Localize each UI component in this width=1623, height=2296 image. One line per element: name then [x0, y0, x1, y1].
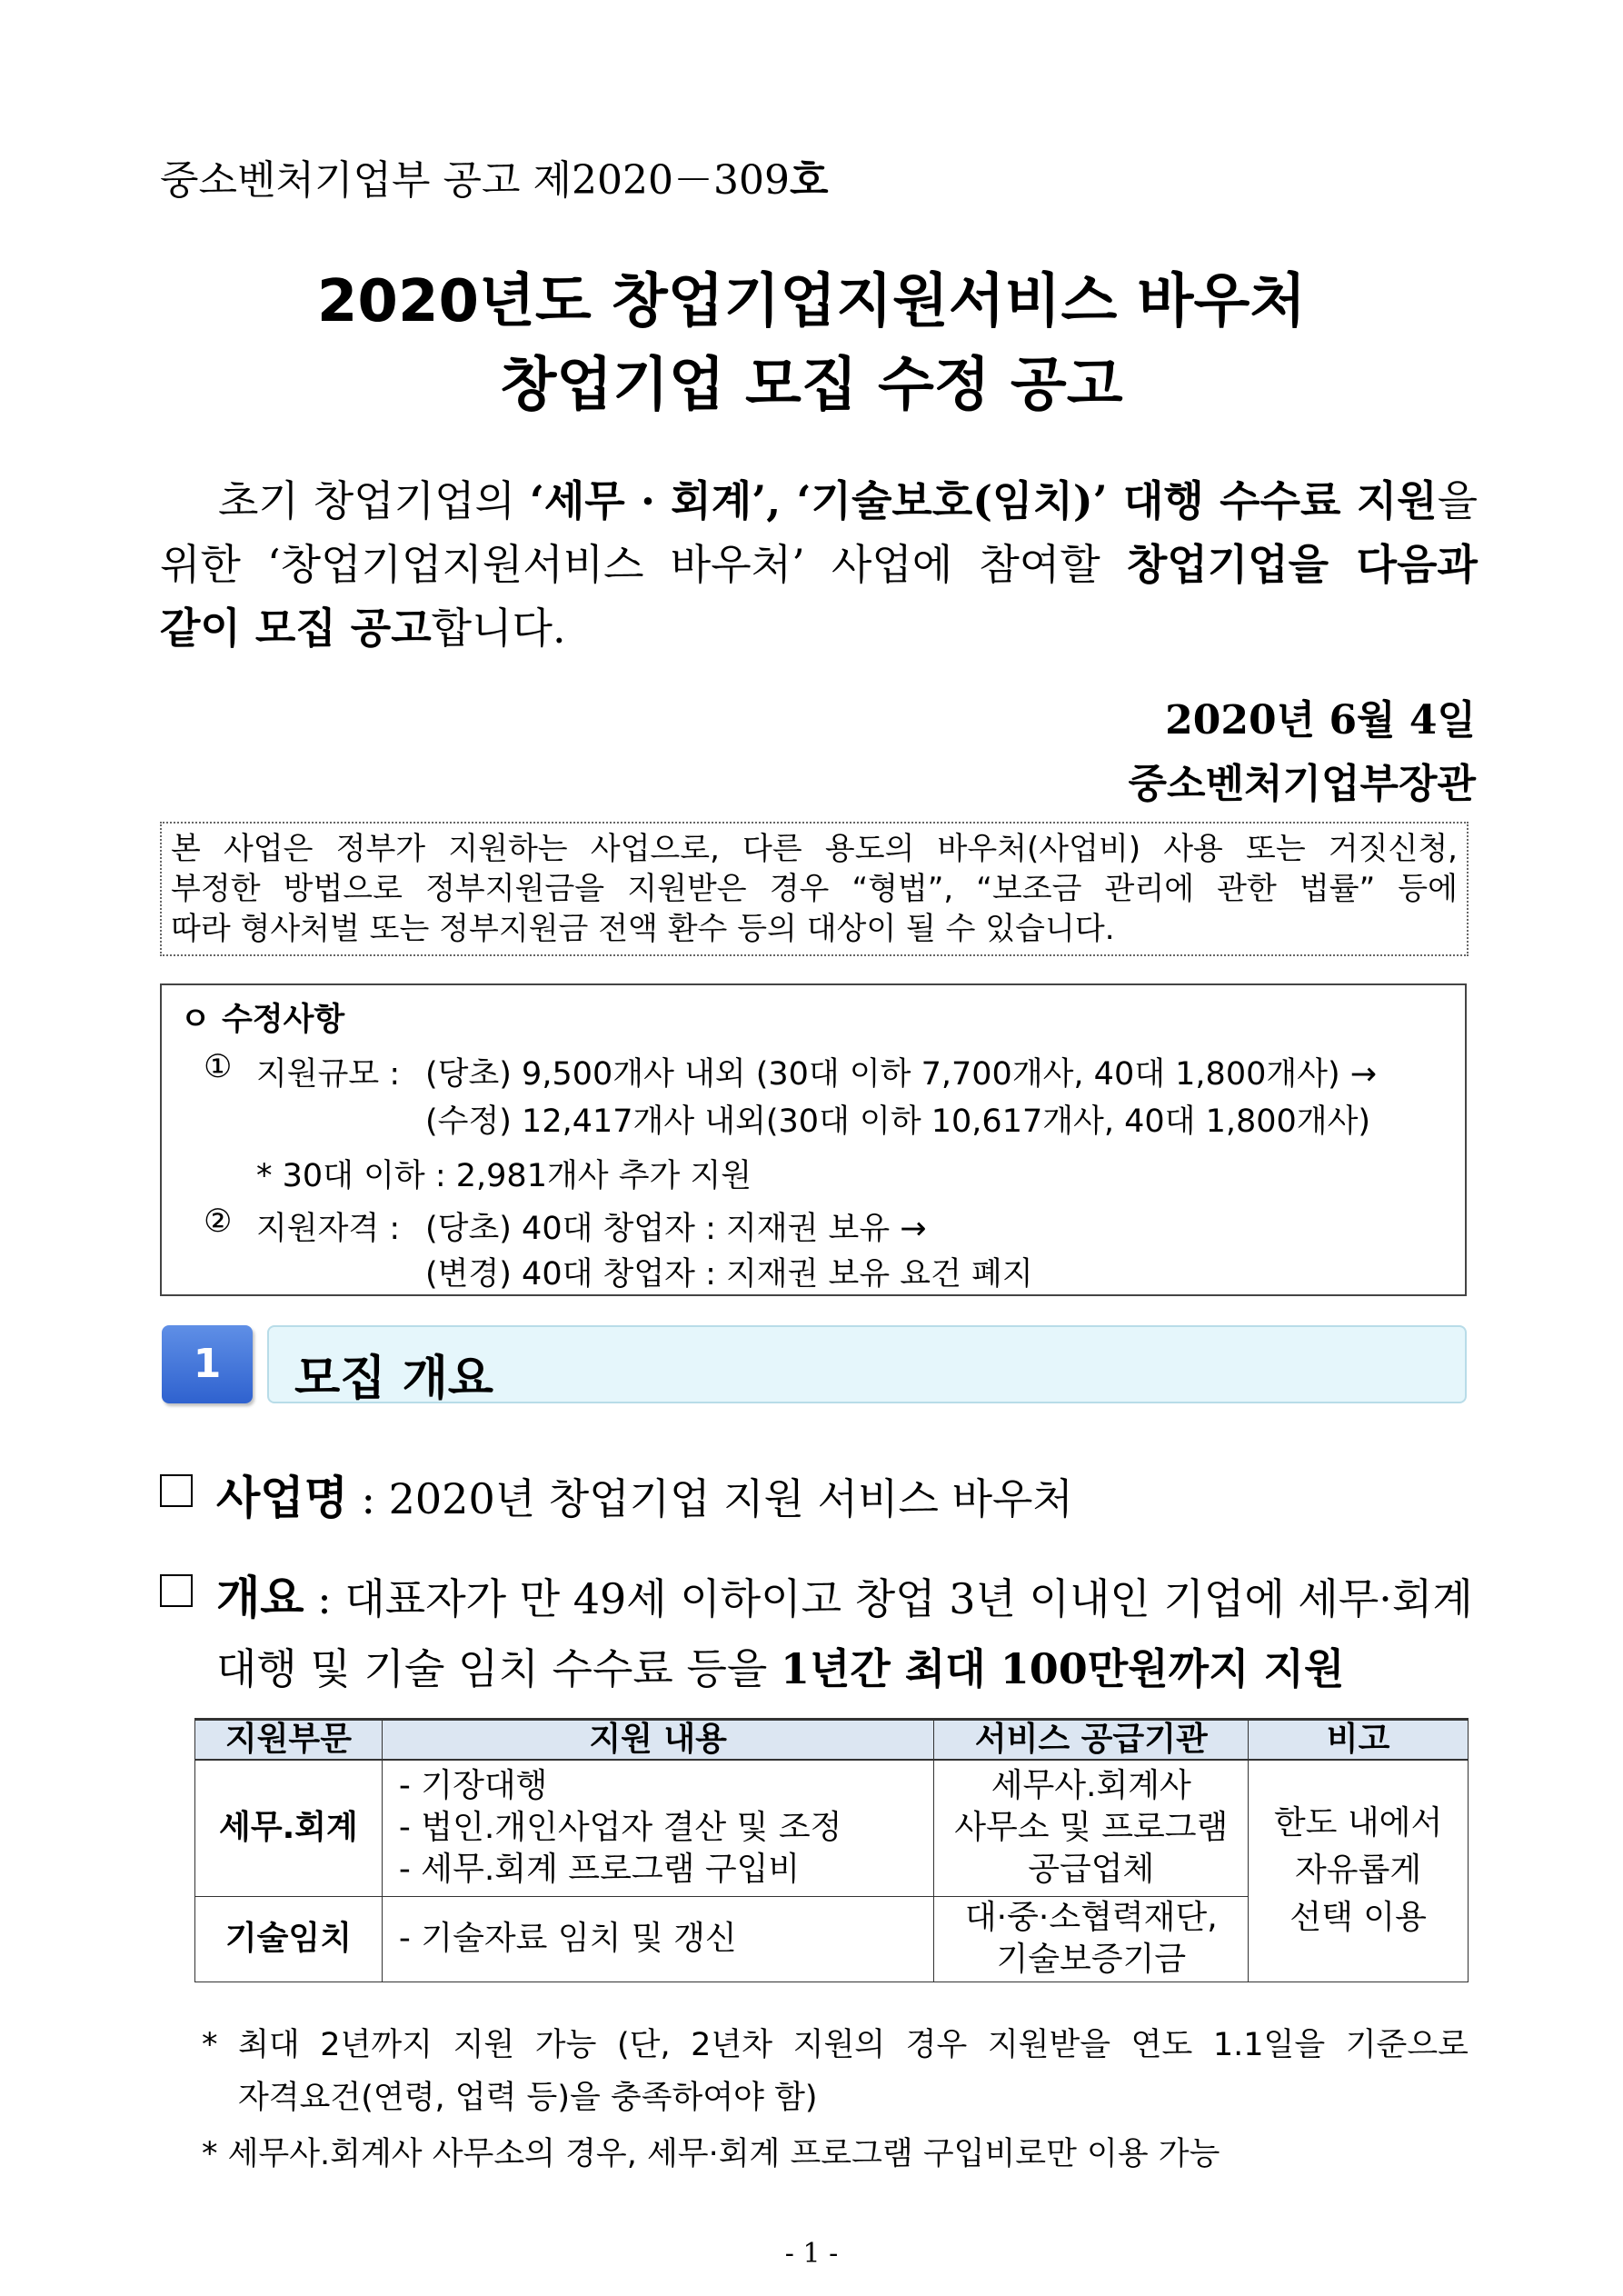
- doc-title-line1: 2020년도 창업기업지원서비스 바우처: [316, 268, 1307, 335]
- intro-line-1: [160, 468, 1478, 528]
- content-item: - 기술자료 임치 및 갱신: [398, 1920, 737, 1957]
- provider-line: 세무사.회계사: [991, 1767, 1191, 1805]
- footnote-1-line-1: * 최대 2년까지 지원 가능 (단, 2년차 지원의 경우 지원받을 연도 1.1일을 기준으로: [202, 2027, 1469, 2063]
- support-table: [194, 1718, 1469, 1982]
- content-item: - 세무.회계 프로그램 구입비: [398, 1851, 801, 1889]
- column-header: 지원 내용: [382, 1720, 934, 1761]
- warning-line: 부정한 방법으로 정부지원금을 지원받은 경우 “형법”, “보조금 관리에 관한 법률” 등에: [171, 871, 1458, 907]
- overview-text: 대행 및 기술 임치 수수료 등을: [216, 1644, 781, 1693]
- content-cell: [382, 1760, 934, 1896]
- provider-line: 기술보증기금: [996, 1941, 1187, 1978]
- intro-emphasis: 같이 모집 공고: [160, 604, 432, 653]
- warning-line: 따라 형사처벌 또는 정부지원금 전액 환수 등의 대상이 될 수 있습니다.: [171, 911, 1115, 947]
- item2-before: (당초) 40대 창업자 : 지재권 보유 →: [425, 1211, 927, 1247]
- content-item: - 법인.개인사업자 결산 및 조정: [398, 1809, 842, 1847]
- notice-date: 2020년 6월 4일: [1165, 697, 1476, 744]
- provider-cell: [934, 1760, 1249, 1896]
- provider-line: 사무소 및 프로그램: [954, 1809, 1229, 1847]
- content-cell: [382, 1896, 934, 1982]
- intro-text: 초기 창업기업의: [218, 476, 530, 525]
- column-header: 서비스 공급기관: [934, 1720, 1249, 1761]
- checkbox-icon: [160, 1474, 193, 1507]
- remark-line: 선택 이용: [1289, 1899, 1427, 1937]
- item1-before: (당초) 9,500개사 내외 (30대 이하 7,700개사, 40대 1,800개사) →: [425, 1056, 1378, 1093]
- doc-title-line2: 창업기업 모집 수정 공고: [500, 352, 1123, 419]
- notice-suffix: 호: [789, 157, 829, 204]
- checkbox-icon: [160, 1574, 193, 1607]
- business-label: 사업명: [216, 1472, 348, 1524]
- remark-line: 자유롭게: [1295, 1852, 1422, 1890]
- intro-emphasis: 창업기업을 다음과: [1126, 540, 1478, 589]
- item1-label: 지원규모 :: [256, 1056, 401, 1093]
- item1-note: * 30대 이하 : 2,981개사 추가 지원: [256, 1158, 752, 1194]
- column-header: 지원부문: [195, 1720, 383, 1761]
- category-cell: 기술임치: [195, 1896, 383, 1982]
- overview-label: 개요: [216, 1572, 304, 1624]
- provider-line: 대·중·소협력재단,: [964, 1899, 1218, 1936]
- notice-signer: 중소벤처기업부장관: [1128, 761, 1476, 807]
- footnote-2: * 세무사.회계사 사무소의 경우, 세무·회계 프로그램 구입비로만 이용 가능: [202, 2136, 1220, 2172]
- intro-text: 을: [1437, 476, 1479, 525]
- provider-cell: [934, 1896, 1249, 1982]
- intro-text: 위한 ‘창업기업지원서비스 바우처’ 사업에 참여할: [160, 540, 1127, 589]
- item2-label: 지원자격 :: [256, 1211, 401, 1247]
- intro-line-3: [160, 595, 1478, 655]
- section-title: 모집 개요: [294, 1352, 494, 1406]
- intro-text: 합니다.: [431, 604, 566, 653]
- warning-line: 본 사업은 정부가 지원하는 사업으로, 다른 용도의 바우처(사업비) 사용 또는 거짓신청,: [171, 831, 1458, 867]
- item2-after: (변경) 40대 창업자 : 지재권 보유 요건 폐지: [425, 1256, 1033, 1293]
- item1-after: (수정) 12,417개사 내외(30대 이하 10,617개사, 40대 1,800개사): [425, 1103, 1371, 1140]
- table-row: [195, 1760, 1469, 1896]
- notice-number: [160, 147, 829, 205]
- overview-text: : 대표자가 만 49세 이하이고 창업 3년 이내인 기업에 세무·회계: [304, 1574, 1473, 1623]
- notice-prefix: 중소벤처기업부 공고 제2020－309: [160, 157, 790, 204]
- overview-line-1: [216, 1562, 1473, 1627]
- warning-box: [160, 822, 1469, 956]
- item2-number: ②: [204, 1203, 233, 1240]
- provider-line: 공급업체: [1028, 1851, 1155, 1889]
- column-header: 비고: [1249, 1720, 1469, 1761]
- intro-line-2: [160, 532, 1478, 592]
- footnote-1-line-2: 자격요건(연령, 업력 등)을 충족하여야 함): [238, 2080, 818, 2116]
- overview-emphasis: 1년간 최대 100만원까지 지원: [780, 1644, 1345, 1693]
- intro-emphasis: ‘세무 · 회계’, ‘기술보호(임치)’ 대행 수수료 지원: [529, 476, 1438, 525]
- page-number: - 1 -: [784, 2238, 839, 2270]
- category-cell: 세무.회계: [195, 1760, 383, 1896]
- remark-cell: [1249, 1760, 1469, 1982]
- table-header-row: [195, 1720, 1469, 1761]
- content-item: - 기장대행: [398, 1767, 548, 1805]
- business-name-line: [216, 1462, 1073, 1527]
- section-number-badge: 1: [162, 1325, 253, 1403]
- item1-number: ①: [204, 1049, 233, 1085]
- remark-line: 한도 내에서: [1273, 1804, 1443, 1842]
- overview-line-2: [216, 1636, 1344, 1696]
- business-text: : 2020년 창업기업 지원 서비스 바우처: [347, 1474, 1073, 1523]
- amendment-heading: ㅇ 수정사항: [180, 1002, 345, 1038]
- amendment-box: [160, 983, 1467, 1296]
